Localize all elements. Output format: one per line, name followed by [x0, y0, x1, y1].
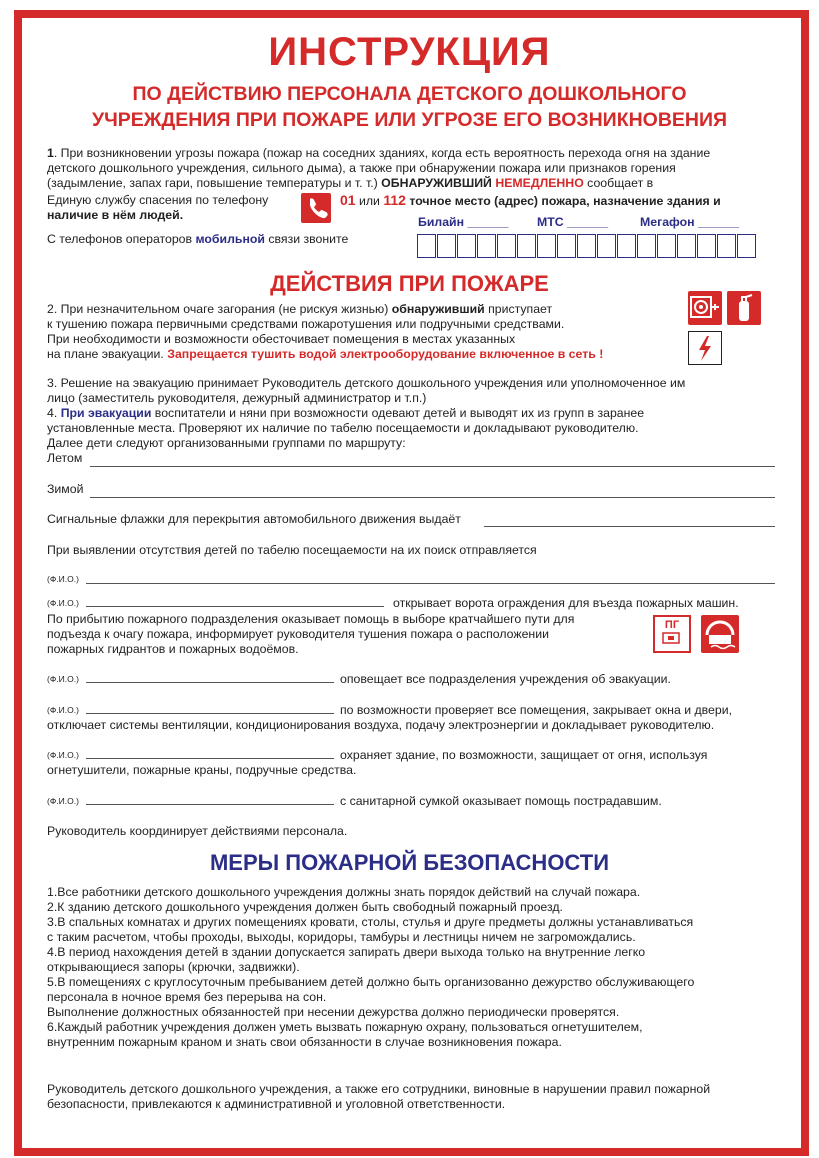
summer-route-field[interactable] — [90, 466, 775, 467]
measure-line: 5.В помещениях с круглосуточным пребыванием детей должно быть организованно дежурство обслуживающего — [47, 975, 695, 989]
flags-issuer-field[interactable] — [484, 526, 775, 527]
phone-cell[interactable] — [577, 234, 596, 258]
phone-cell[interactable] — [677, 234, 696, 258]
gates-text: открывает ворота ограждения для въезда пожарных машин. — [393, 596, 739, 610]
guard-line-1: охраняет здание, по возможности, защищает от огня, используя — [340, 748, 708, 762]
p2-line-1: 2. При незначительном очаге загорания (не рискуя жизнью) обнаруживший приступает — [47, 302, 553, 316]
fire-water-source-sign-icon — [701, 615, 739, 653]
measure-line: 6.Каждый работник учреждения должен уметь вызвать пожарную охрану, пользоваться огнетушителем, — [47, 1020, 643, 1034]
fire-hydrant-sign-icon: ПГ — [653, 615, 691, 653]
check-person-field[interactable] — [86, 713, 334, 714]
fio-label: (Ф.И.О.) — [47, 750, 79, 760]
measure-line: 1.Все работники детского дошкольного учреждения должны знать порядок действий на случай пожара. — [47, 885, 641, 899]
p2-line-2: к тушению пожара первичными средствами пожаротушения или подручными средствами. — [47, 317, 565, 331]
winter-route-field[interactable] — [90, 497, 775, 498]
arrival-line-2: подъезда к очагу пожара, информирует руководителя тушения пожара о расположении — [47, 627, 549, 641]
medic-person-field[interactable] — [86, 804, 334, 805]
no-water-on-electric-sign-icon — [688, 331, 722, 365]
phone-cell[interactable] — [457, 234, 476, 258]
notify-text: оповещает все подразделения учреждения об эвакуации. — [340, 672, 671, 686]
absent-label: При выявлении отсутствия детей по табелю посещаемости на их поиск отправляется — [47, 543, 537, 557]
p3-line-1: 3. Решение на эвакуацию принимает Руководитель детского дошкольного учреждения или уполномоченное им — [47, 376, 686, 390]
fio-label: (Ф.И.О.) — [47, 598, 79, 608]
mobile-note: С телефонов операторов мобильной связи звоните — [47, 232, 349, 246]
phone-cell[interactable] — [537, 234, 556, 258]
measure-line: 4.В период нахождения детей в здании допускается запирать двери выхода только на внутренние легко — [47, 945, 646, 959]
p4-line-1: 4. При эвакуации воспитатели и няни при возможности одевают детей и выводят их из групп в заранее — [47, 406, 645, 420]
phone-cell[interactable] — [697, 234, 716, 258]
section-title-measures: МЕРЫ ПОЖАРНОЙ БЕЗОПАСНОСТИ — [209, 850, 610, 875]
flags-label: Сигнальные флажки для перекрытия автомобильного движения выдаёт — [47, 512, 461, 526]
emergency-numbers: 01 или 112 точное место (адрес) пожара, назначение здания и — [340, 192, 721, 208]
gates-person-field[interactable] — [86, 606, 384, 607]
winter-label: Зимой — [47, 482, 84, 496]
summer-label: Летом — [47, 451, 83, 465]
page-title: ИНСТРУКЦИЯ — [268, 30, 551, 74]
footer-line-2: безопасности, привлекаются к административной и уголовной ответственности. — [47, 1097, 506, 1111]
notify-person-field[interactable] — [86, 682, 334, 683]
footer-line-1: Руководитель детского дошкольного учреждения, а также его сотрудники, виновные в нарушении правил пожарной — [47, 1082, 711, 1096]
measure-line: персонала в ночное время без перерыва на сон. — [47, 990, 327, 1004]
p2-line-4: на плане эвакуации. Запрещается тушить водой электрооборудование включенное в сеть ! — [47, 347, 604, 361]
fio-label: (Ф.И.О.) — [47, 574, 79, 584]
phone-cell[interactable] — [557, 234, 576, 258]
p1-line-5: наличие в нём людей. — [47, 208, 184, 222]
phone-cell[interactable] — [657, 234, 676, 258]
guard-line-2: огнетушители, пожарные краны, подручные средства. — [47, 763, 357, 777]
measure-line: внутренним пожарным краном и знать свои обязанности в случае возникновения пожара. — [47, 1035, 562, 1049]
p3-line-2: лицо (заместитель руководителя, дежурный администратор и т.п.) — [47, 391, 427, 405]
section-title-actions: ДЕЙСТВИЯ ПРИ ПОЖАРЕ — [270, 271, 549, 296]
fire-extinguisher-sign-icon — [727, 291, 761, 325]
coordination-text: Руководитель координирует действиями персонала. — [47, 824, 348, 838]
fio-label: (Ф.И.О.) — [47, 674, 79, 684]
p1-line-1: 1. При возникновении угрозы пожара (пожар на соседних зданиях, когда есть вероятность перехода огня на здание — [47, 146, 711, 160]
p2-line-3: При необходимости и возможности обесточивает помещения в местах указанных — [47, 332, 516, 346]
phone-cell[interactable] — [437, 234, 456, 258]
phone-cell[interactable] — [617, 234, 636, 258]
p4-line-2: установленные места. Проверяют их наличие по табелю посещаемости и докладывают руководителю. — [47, 421, 639, 435]
operator-mts: МТС ______ — [537, 215, 609, 229]
guard-person-field[interactable] — [86, 758, 334, 759]
medic-text: с санитарной сумкой оказывает помощь пострадавшим. — [340, 794, 662, 808]
fio-label: (Ф.И.О.) — [47, 796, 79, 806]
measure-line: 3.В спальных комнатах и других помещениях кровати, столы, стулья и друге предметы должны устанавливаться — [47, 915, 694, 929]
check-line-1: по возможности проверяет все помещения, закрывает окна и двери, — [340, 703, 733, 717]
subtitle-line-1: ПО ДЕЙСТВИЮ ПЕРСОНАЛА ДЕТСКОГО ДОШКОЛЬНОГО — [132, 83, 687, 105]
phone-cell[interactable] — [497, 234, 516, 258]
operator-beeline: Билайн ______ — [418, 215, 509, 229]
operator-megafon: Мегафон ______ — [640, 215, 740, 229]
p1-line-3: (задымление, запах гари, повышение температуры и т. т.) ОБНАРУЖИВШИЙ НЕМЕДЛЕННО сообщает в — [47, 176, 654, 190]
arrival-line-3: пожарных гидрантов и пожарных водоёмов. — [47, 642, 299, 656]
phone-sign-icon — [301, 193, 331, 223]
phone-cell[interactable] — [637, 234, 656, 258]
phone-cell[interactable] — [477, 234, 496, 258]
search-person-field[interactable] — [86, 583, 775, 584]
p1-line-4: Единую службу спасения по телефону — [47, 193, 269, 207]
phone-cell[interactable] — [717, 234, 736, 258]
p4-line-3: Далее дети следуют организованными группами по маршруту: — [47, 436, 406, 450]
p1-line-2: детского дошкольного учреждения, сильного дыма), а также при обнаружении пожара или признаков горения — [47, 161, 676, 175]
measure-line: 2.К зданию детского дошкольного учреждения должен быть свободный пожарный проезд. — [47, 900, 563, 914]
phone-cell[interactable] — [737, 234, 756, 258]
check-line-2: отключает системы вентиляции, кондиционирования воздуха, подачу электроэнергии и докладывает руководителю. — [47, 718, 715, 732]
phone-number-cells — [417, 234, 757, 258]
phone-cell[interactable] — [417, 234, 436, 258]
measure-line: Выполнение должностных обязанностей при несении дежурства должно периодически проверятся. — [47, 1005, 620, 1019]
arrival-line-1: По прибытию пожарного подразделения оказывает помощь в выборе кратчайшего пути для — [47, 612, 575, 626]
fio-label: (Ф.И.О.) — [47, 705, 79, 715]
fire-hose-sign-icon — [688, 291, 722, 325]
measure-line: с таким расчетом, чтобы проходы, выходы, коридоры, тамбуры и лестницы ничем не загромождались. — [47, 930, 636, 944]
subtitle-line-2: УЧРЕЖДЕНИЯ ПРИ ПОЖАРЕ ИЛИ УГРОЗЕ ЕГО ВОЗНИКНОВЕНИЯ — [91, 109, 728, 131]
phone-cell[interactable] — [597, 234, 616, 258]
measure-line: открывающиеся запоры (крючки, задвижки). — [47, 960, 300, 974]
phone-cell[interactable] — [517, 234, 536, 258]
